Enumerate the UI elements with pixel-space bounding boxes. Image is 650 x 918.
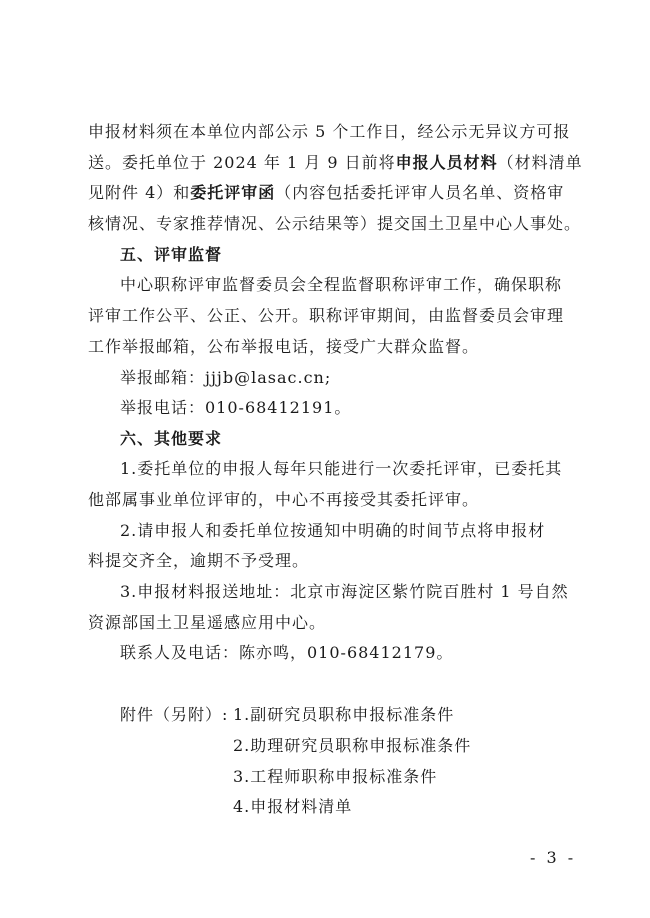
text-span: 见附件 4）和 xyxy=(88,183,191,202)
attachment-item: 4.申报材料清单 xyxy=(233,797,353,816)
report-email: 举报邮箱：jjjb@lasac.cn; xyxy=(120,368,332,387)
text-span: （内容包括委托评审人员名单、资格审 xyxy=(275,183,565,202)
page-number: - 3 - xyxy=(530,848,577,867)
attachment-item: 2.助理研究员职称申报标准条件 xyxy=(233,736,472,755)
paragraph-line: 核情况、专家推荐情况、公示结果等）提交国土卫星中心人事处。 xyxy=(88,214,582,233)
text-span: （材料清单 xyxy=(497,153,583,172)
paragraph-line: 1.委托单位的申报人每年只能进行一次委托评审，已委托其 xyxy=(120,459,563,478)
attachment-item: 3.工程师职称申报标准条件 xyxy=(233,767,438,786)
contact-info: 联系人及电话：陈亦鸣，010-68412179。 xyxy=(120,643,454,662)
bold-term: 申报人员材料 xyxy=(395,153,498,172)
paragraph-line xyxy=(88,183,588,203)
paragraph-line: 3.申报材料报送地址：北京市海淀区紫竹院百胜村 1 号自然 xyxy=(120,582,569,601)
paragraph-line: 工作举报邮箱，公布举报电话，接受广大群众监督。 xyxy=(88,337,480,356)
section-heading-6: 六、其他要求 xyxy=(120,429,223,448)
bold-term: 委托评审函 xyxy=(190,183,276,202)
attachments-label: 附件（另附）: xyxy=(120,705,229,724)
paragraph-line: 中心职称评审监督委员会全程监督职称评审工作，确保职称 xyxy=(120,275,563,294)
paragraph-line xyxy=(88,153,588,173)
paragraph-line: 2.请申报人和委托单位按通知中明确的时间节点将申报材 xyxy=(120,521,546,540)
paragraph-line: 申报材料须在本单位内部公示 5 个工作日，经公示无异议方可报 xyxy=(88,122,571,141)
report-phone: 举报电话：010-68412191。 xyxy=(120,398,352,417)
paragraph-line: 料提交齐全，逾期不予受理。 xyxy=(88,551,310,570)
paragraph-line: 他部属事业单位评审的，中心不再接受其委托评审。 xyxy=(88,490,480,509)
section-heading-5: 五、评审监督 xyxy=(120,245,223,264)
paragraph-line: 资源部国土卫星遥感应用中心。 xyxy=(88,613,327,632)
paragraph-line: 评审工作公平、公正、公开。职称评审期间，由监督委员会审理 xyxy=(88,306,565,325)
attachment-item: 1.副研究员职称申报标准条件 xyxy=(233,705,455,724)
text-span: 送。委托单位于 2024 年 1 月 9 日前将 xyxy=(88,153,396,172)
